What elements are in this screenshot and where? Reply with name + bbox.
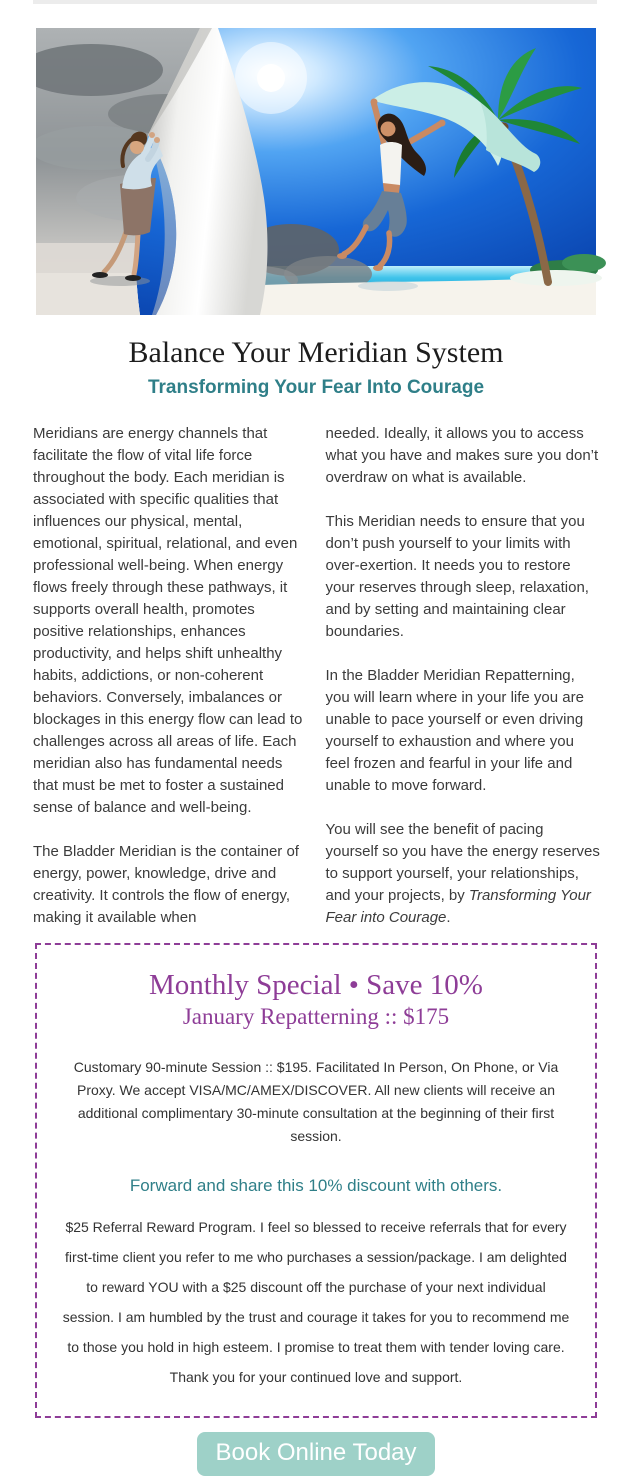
closing-italic: Transforming Your Fear into Courage: [325, 887, 591, 926]
hero-image: [36, 28, 596, 315]
paragraph-ensure: This Meridian needs to ensure that you don’t push yourself to your limits with over-exertion. It needs you to restore your reserves through sleep, relaxation, and by setting and maintaining clear boundaries.: [325, 513, 589, 640]
article-left-column: [33, 423, 308, 929]
page-title: Balance Your Meridian System: [128, 336, 504, 369]
closing-lead: You will see the benefit of pacing yourself so you have the energy reserves to support yourself, your relationships, and your projects, by: [325, 821, 600, 904]
article-right-column: [326, 423, 601, 929]
top-divider: [33, 0, 597, 4]
referral-program-text: $25 Referral Reward Program. I feel so blessed to receive referrals that for every first-time client you refer to me who purchases a session/package. I am delighted to reward YOU with a $25 discount off the purchase of your next individual session. I am humbled by the trust and courage it takes for you to recommend me to those you hold in high esteem. I promise to treat them with tender loving care. Thank you for your continued love and support.: [62, 1219, 570, 1385]
share-line: Forward and share this 10% discount with others.: [129, 1176, 503, 1195]
article: [33, 423, 600, 929]
offer-details: Customary 90-minute Session :: $195. Facilitated In Person, On Phone, or Via Proxy. We accept VISA/MC/AMEX/DISCOVER. All new clients will receive an additional complimentary 30-minute consultation at the beginning of their first session.: [73, 1059, 559, 1144]
paragraph-bladder-meridian: The Bladder Meridian is the container of energy, power, knowledge, drive and creativity. It controls the flow of energy, making it available when: [33, 843, 299, 926]
paragraph-needed: needed. Ideally, it allows you to access what you have and makes sure you don’t overdraw on what is available.: [325, 425, 599, 486]
offer-heading: Monthly Special • Save 10%: [149, 969, 483, 1001]
offer-subheading: January Repatterning :: $175: [182, 1004, 450, 1029]
sun: [235, 42, 307, 114]
book-online-button[interactable]: Book Online Today: [197, 1432, 434, 1476]
closing-period: .: [446, 909, 451, 926]
cta-container: [0, 1432, 632, 1476]
paragraph-repatterning: In the Bladder Meridian Repatterning, you will learn where in your life you are unable to pace yourself or even driving yourself to exhaustion and where you feel frozen and fearful in your life and unable to move forward.: [325, 667, 584, 794]
page-subtitle: Transforming Your Fear Into Courage: [147, 377, 485, 398]
paragraph-meridians-intro: Meridians are energy channels that facilitate the flow of vital life force throughout the body. Each meridian is associated with specific qualities that influences our physical, mental, emotional, spiritual, relational, and even professional well-being. When energy flows freely through these pathways, it supports overall health, promotes positive relationships, enhances productivity, and helps shift unhealthy habits, addictions, or non-coherent behaviors. Conversely, imbalances or blockages in this energy flow can lead to challenges across all areas of life. Each meridian also has fundamental needs that must be met to foster a sustained sense of balance and well-being.: [33, 425, 303, 816]
special-offer-box: [35, 943, 597, 1418]
hero-illustration: [36, 28, 596, 315]
paragraph-closing: [326, 819, 601, 929]
